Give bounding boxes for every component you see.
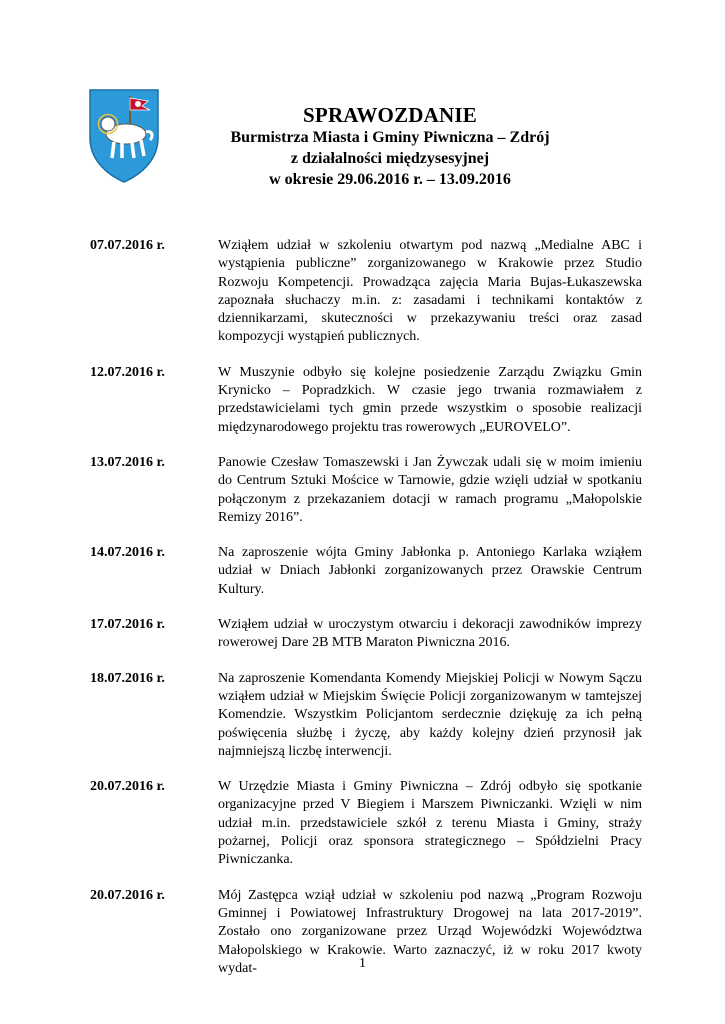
entry-text: Panowie Czesław Tomaszewski i Jan Żywczak udali się w moim imieniu do Centrum Sztuki Mościce w Tarnowie, gdzie wzięli udział w spotkaniu połączonym z przekazaniem dotacji w ramach programu „Małopolskie Remizy 2016”. <box>218 454 642 525</box>
entry-text: Na zaproszenie Komendanta Komendy Miejskiej Policji w Nowym Sączu wziąłem udział w Miejskim Święcie Policji zorganizowanym w tamtejszej Komendzie. Wszystkim Policjantom serdecznie dziękuję za ich pełną poświęcenia służbę i życzę, aby każdy kolejny dzień przynosił jak najmniejszą liczbę interwencji. <box>218 670 642 759</box>
entry-date: 13.07.2016 r. <box>90 454 165 470</box>
report-header <box>180 103 600 190</box>
entry <box>90 237 642 347</box>
entry-date: 14.07.2016 r. <box>90 545 165 561</box>
entry-date: 18.07.2016 r. <box>90 670 165 686</box>
report-title: SPRAWOZDANIE <box>303 103 477 127</box>
entry <box>90 670 642 761</box>
entry-date: 20.07.2016 r. <box>90 779 165 795</box>
page-number: 1 <box>359 956 366 971</box>
entry <box>90 616 642 653</box>
entry-text: Wziąłem udział w uroczystym otwarciu i dekoracji zawodników imprezy rowerowej Dare 2B MTB Maraton Piwniczna 2016. <box>218 617 642 651</box>
coat-of-arms-icon <box>86 86 162 184</box>
entry-date: 12.07.2016 r. <box>90 364 165 380</box>
entry-text: Mój Zastępca wziął udział w szkoleniu pod nazwą „Program Rozwoju Gminnej i Powiatowej Infrastruktury Drogowej na lata 2017-2019”. Zostało ono zorganizowane przez Urząd Wojewódzki Województwa Małopolskiego w Krakowie. Warto zaznaczyć, iż w roku 2017 kwoty wydat- <box>218 887 642 976</box>
entry-date: 17.07.2016 r. <box>90 617 165 633</box>
entry <box>90 778 642 869</box>
report-period: w okresie 29.06.2016 r. – 13.09.2016 <box>269 171 511 188</box>
entry-text: Wziąłem udział w szkoleniu otwartym pod nazwą „Medialne ABC i wystąpienia publiczne” zorganizowanego w Krakowie przez Studio Rozwoju Kompetencji. Prowadząca zajęcia Maria Bujas-Łukaszewska zapoznała słuchaczy m.in. z: zasadami i technikami kontaktów z dziennikarzami, skuteczności w przekazywaniu treści oraz zasad kompozycji wystąpień publicznych. <box>218 238 642 345</box>
report-subtitle-2: z działalności międzysesyjnej <box>290 150 490 167</box>
entry-date: 20.07.2016 r. <box>90 887 165 903</box>
entries-list <box>90 237 642 995</box>
entry <box>90 544 642 599</box>
entry-text: W Muszynie odbyło się kolejne posiedzenie Zarządu Związku Gmin Krynicko – Popradzkich. W czasie jego trwania rozmawiałem z przedstawicielami tych gmin przede wszystkim o sposobie realizacji międzynarodowego projektu tras rowerowych „EUROVELO”. <box>218 364 642 435</box>
entry <box>90 454 642 527</box>
entry-text: W Urzędzie Miasta i Gminy Piwniczna – Zdrój odbyło się spotkanie organizacyjne przed V Biegiem i Marszem Piwniczanki. Wzięli w nim udział m.in. przedstawiciele szkół z terenu Miasta i Gminy, straży pożarnej, Policji oraz sponsora strategicznego – Spółdzielni Pracy Piwniczanka. <box>218 779 642 868</box>
report-subtitle-1: Burmistrza Miasta i Gminy Piwniczna – Zdrój <box>230 129 550 146</box>
entry-text: Na zaproszenie wójta Gminy Jabłonka p. Antoniego Karlaka wziąłem udział w Dniach Jabłonki zorganizowanych przez Orawskie Centrum Kultury. <box>218 545 642 597</box>
entry <box>90 364 642 437</box>
entry-date: 07.07.2016 r. <box>90 238 165 253</box>
